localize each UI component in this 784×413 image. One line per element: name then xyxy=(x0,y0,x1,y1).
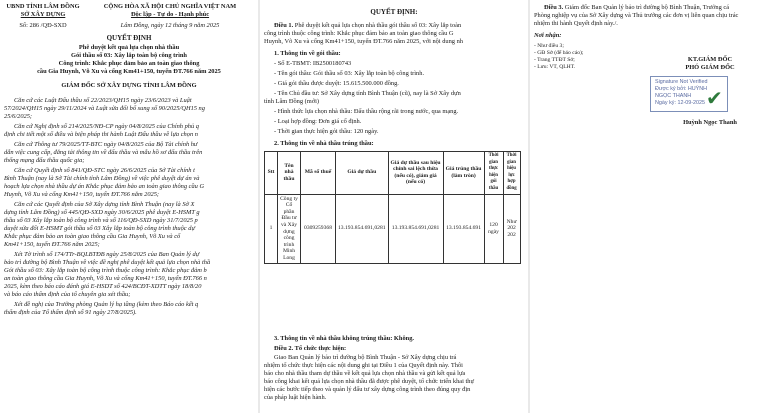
preamble-line: Huynh, Võ Xu và cống Km41+150, tuyến ĐT.766 năm 2025; xyxy=(4,191,160,198)
article-2-line: báo công khai kết quả lựa chọn nhà thầu đã được phê duyệt, tổ chức triển khai thự xyxy=(264,378,474,385)
place-date: Lâm Đồng, ngày 12 tháng 9 năm 2025 xyxy=(120,22,220,29)
subject-line: Gói thầu số 03: Xây lắp toàn bộ công trình xyxy=(71,52,187,59)
preamble-line: 57/2024/QH15 ngày 29/11/2024 và Luật sửa đổi bổ sung số 90/2025/QH15 ng xyxy=(4,105,205,112)
info-line: - Hình thức lựa chọn nhà thầu: Đấu thầu rộng rãi trong nước, qua mạng. xyxy=(274,108,459,115)
national-title: CỘNG HÒA XÃ HỘI CHỦ NGHĨA VIỆT NAM xyxy=(103,3,237,10)
preamble-line: bảo trì đường bộ Bình Thuận về việc đề nghị phê duyệt kết quả lựa chọn nhà thầ xyxy=(4,259,211,266)
document-number: Số: 286 /QĐ-SXD xyxy=(19,22,67,29)
section-title: 3. Thông tin về nhà thầu không trúng thầu: Không. xyxy=(274,335,414,342)
table-header: Mã số thuế xyxy=(301,152,336,195)
info-line: - Giá gói thầu được duyệt: 15.615.500.000 đồng. xyxy=(274,80,399,87)
verified-check-icon: ✔ xyxy=(706,86,723,110)
preamble-line: an toàn giao thông cầu Gia Huynh, Võ Xu và cống Km41+150, tuyến ĐT.766 n xyxy=(4,275,207,282)
subject-line: Công trình: Khắc phục đảm bảo an toàn giao thông xyxy=(58,60,200,67)
article-2-line: Giao Ban Quản lý bảo trì đường bộ Bình Thuận - Sở Xây dựng chịu trá xyxy=(274,354,457,361)
table-cell: 0309259368 xyxy=(301,194,336,263)
preamble-line: và báo cáo thẩm định của tổ chuyên gia xét thầu; xyxy=(4,291,131,298)
article-2-heading xyxy=(274,345,346,353)
info-line: - Loại hợp đồng: Đơn giá cố định. xyxy=(274,118,362,125)
article-2-line: nhiệm tổ chức thực hiện các nội dung ghi tại Điều 1 của Quyết định này. Thôi xyxy=(264,362,463,369)
article-2-line: báo cho nhà thầu tham dự thầu về kết quả lựa chọn nhà thầu và gửi kết quả lựa xyxy=(264,370,466,377)
table-cell: 1 xyxy=(265,194,278,263)
signature-authority: KT.GIÁM ĐỐC xyxy=(687,56,733,63)
article-2-line: hiện các bước tiếp theo và quản lý đấu tư xây dựng công trình theo đúng quy địn xyxy=(264,386,471,393)
section-title: 2. Thông tin về nhà thầu trúng thầu: xyxy=(274,140,374,147)
decision-title: QUYẾT ĐỊNH xyxy=(106,34,152,42)
preamble-line: 25/6/2025; xyxy=(4,113,33,120)
recipient-item: - GĐ Sở (để báo cáo); xyxy=(534,50,584,56)
table-header-row xyxy=(265,152,521,195)
info-line: - Tên gói thầu: Gói thầu số 03: Xây lắp toàn bộ công trình. xyxy=(274,70,425,77)
article-2-title: Tổ chức thực hiện: xyxy=(293,345,347,352)
article-3-line: nhiệm thi hành Quyết định này./. xyxy=(534,20,618,27)
preamble-line: Căn cứ các Luật Đấu thầu số 22/2023/QH15 ngày 23/6/2023 và Luật xyxy=(14,97,192,104)
preamble-line: hoạch lựa chọn nhà thầu dự án Khắc phục đảm bảo an toàn giao thông cầu G xyxy=(4,183,205,190)
preamble-line: dẫn việc cung cấp, đăng tải thông tin về đấu thầu và mẫu hồ sơ đấu thầu trên xyxy=(4,149,203,156)
preamble-line: Căn cứ Thông tư 79/2025/TT-BTC ngày 04/8/2025 của Bộ Tài chính hư xyxy=(14,141,198,148)
article-1-line: Huynh, Võ Xu và cống Km41+150, tuyến ĐT.766 năm 2025, với nội dung nh xyxy=(264,38,463,45)
decision-heading: QUYẾT ĐỊNH: xyxy=(370,8,418,16)
table-header: Thời gian hiệu lực hợp đồng xyxy=(503,152,520,195)
info-line: - Thời gian thực hiện gói thầu: 120 ngày. xyxy=(274,128,379,135)
table-cell: 13.193.854.691 xyxy=(443,194,484,263)
signer-name: Huỳnh Ngọc Thanh xyxy=(683,119,737,126)
recipient-item: - Trang TTĐT Sở; xyxy=(534,57,575,63)
stamp-line: Signature Not Verified xyxy=(655,79,708,85)
preamble-line: Gói thầu số 03: Xây lắp toàn bộ công trình thuộc công trình: Khắc phục đảm b xyxy=(4,267,207,274)
section-title: 1. Thông tin về gói thầu: xyxy=(274,50,341,57)
stamp-line: Được ký bởi: HUỲNH xyxy=(655,86,708,92)
recipient-item: - Như điều 3; xyxy=(534,43,564,49)
info-line: - Số E-TBMT: IB2500180743 xyxy=(274,60,352,67)
preamble-line: thầu số 03 Xây lắp toàn bộ công trình và số 116/QĐ-SXD ngày 31/7/2025 p xyxy=(4,217,198,224)
article-2-label: Điều 2. xyxy=(274,345,294,352)
document-page-1 xyxy=(0,0,258,413)
table-cell: 13.193.854.691,0281 xyxy=(336,194,389,263)
table-header: Giá dự thầu sau hiệu chỉnh sai lệch thừa (nếu có), giảm giá (nếu có) xyxy=(388,152,443,195)
preamble-line: Khắc phục đảm bảo an toàn giao thông cầu Gia Huynh, Võ Xu và cố xyxy=(4,233,181,240)
table-cell: 13.193.854.691,0281 xyxy=(388,194,443,263)
article-1-line: công trình thuộc công trình: Khắc phục đảm bảo an toàn giao thông cầu G xyxy=(264,30,454,37)
preamble-line: Căn cứ các Quyết định của Sở Xây dựng tỉnh Bình Thuận (nay là Sở X xyxy=(14,201,195,208)
table-cell: Như 202 202 xyxy=(503,194,520,263)
agency-department: SỞ XÂY DỰNG xyxy=(20,11,66,18)
table-cell: Công ty Cổ phần Đầu tư và Xây dựng công trình Minh Long xyxy=(278,194,301,263)
table-header: Giá trúng thầu (làm tròn) xyxy=(443,152,484,195)
table-header: Tên nhà thầu xyxy=(278,152,301,195)
agency-name: UBND TỈNH LÂM ĐỒNG xyxy=(6,3,80,10)
document-page-2 xyxy=(260,0,528,413)
winning-bidder-table xyxy=(264,151,521,264)
info-line: tỉnh Lâm Đồng (mới) xyxy=(264,98,320,105)
national-motto: Độc lập - Tự do - Hạnh phúc xyxy=(130,11,210,18)
subject-line: cầu Gia Huynh, Võ Xu và cống Km41+150, tuyến ĐT.766 năm 2025 xyxy=(37,68,221,75)
preamble-line: Xét đề nghị của Trưởng phòng Quản lý hạ tầng (kèm theo Báo cáo kết q xyxy=(14,301,199,308)
article-3-line xyxy=(544,4,729,12)
preamble-line: Bình Thuận (nay là Sở Tài chính tỉnh Lâm Đồng) về việc phê duyệt dự án và xyxy=(4,175,200,182)
issuing-authority: GIÁM ĐỐC SỞ XÂY DỰNG TỈNH LÂM ĐỒNG xyxy=(61,82,197,89)
preamble-line: thống mạng đấu thầu quốc gia; xyxy=(4,157,85,164)
article-1-line xyxy=(274,22,461,30)
preamble-line: duyệt sửa đổi E-HSMT gói thầu số 03 Xây lắp toàn bộ công trình thuộc dự xyxy=(4,225,195,232)
preamble-line: 2025, kèm theo báo cáo đánh giá E-HSDT số 424/BCĐT-XDTT ngày 18/8/20 xyxy=(4,283,202,290)
preamble-line: dựng tỉnh Lâm Đồng) số 445/QĐ-SXD ngày 30/6/2025 phê duyệt E-HSMT g xyxy=(4,209,200,216)
document-page-3 xyxy=(530,0,784,413)
preamble-line: Xét Tờ trình số 174/TTr-BQLBTĐB ngày 25/8/2025 của Ban Quản lý dự xyxy=(14,251,200,258)
stamp-line: NGỌC THANH xyxy=(655,93,692,99)
article-1-label: Điều 1. xyxy=(274,22,294,29)
signature-position: PHÓ GIÁM ĐỐC xyxy=(685,64,735,71)
table-header: Giá dự thầu xyxy=(336,152,389,195)
article-3-text: Giám đốc Ban Quản lý bảo trì đường bộ Bình Thuận, Trưởng cá xyxy=(563,4,730,11)
recipients-label: Nơi nhận: xyxy=(534,32,562,39)
table-cell: 120 ngày xyxy=(484,194,503,263)
article-3-line: Phòng nghiệp vụ của Sở Xây dựng và Thủ trưởng các đơn vị liên quan chịu trác xyxy=(534,12,739,19)
article-1-text: Phê duyệt kết quả lựa chọn nhà thầu gói thầu số 03: Xây lắp toàn xyxy=(293,22,462,29)
preamble-line: Căn cứ Quyết định số 841/QĐ-STC ngày 26/6/2025 của Sở Tài chính t xyxy=(14,167,195,174)
preamble-line: Căn cứ Nghị định số 214/2025/NĐ-CP ngày 04/8/2025 của Chính phủ q xyxy=(14,123,199,130)
subject-line: Phê duyệt kết quả lựa chọn nhà thầu xyxy=(78,44,180,51)
preamble-line: định chi tiết một số điều và biện pháp thi hành Luật Đấu thầu về lựa chọn n xyxy=(4,131,198,138)
recipient-item: - Lưu: VT, QLHT. xyxy=(534,64,576,70)
info-line: - Tên Chủ đầu tư: Sở Xây dựng tỉnh Bình Thuận (cũ), nay là Sở Xây dựn xyxy=(274,90,461,97)
preamble-line: thẩm định của Tổ thẩm định số 91 ngày 27/8/2025). xyxy=(4,309,137,316)
article-2-line: của pháp luật hiện hành. xyxy=(264,394,327,401)
preamble-line: Km41+150, tuyến ĐT.766 năm 2025; xyxy=(4,241,100,248)
article-3-label: Điều 3. xyxy=(544,4,564,11)
stamp-line: Ngày ký: 12-09-2025 xyxy=(655,100,706,106)
table-header: Thời gian thực hiện gói thầu xyxy=(484,152,503,195)
table-header: Stt xyxy=(265,152,278,195)
table-row xyxy=(265,194,521,263)
